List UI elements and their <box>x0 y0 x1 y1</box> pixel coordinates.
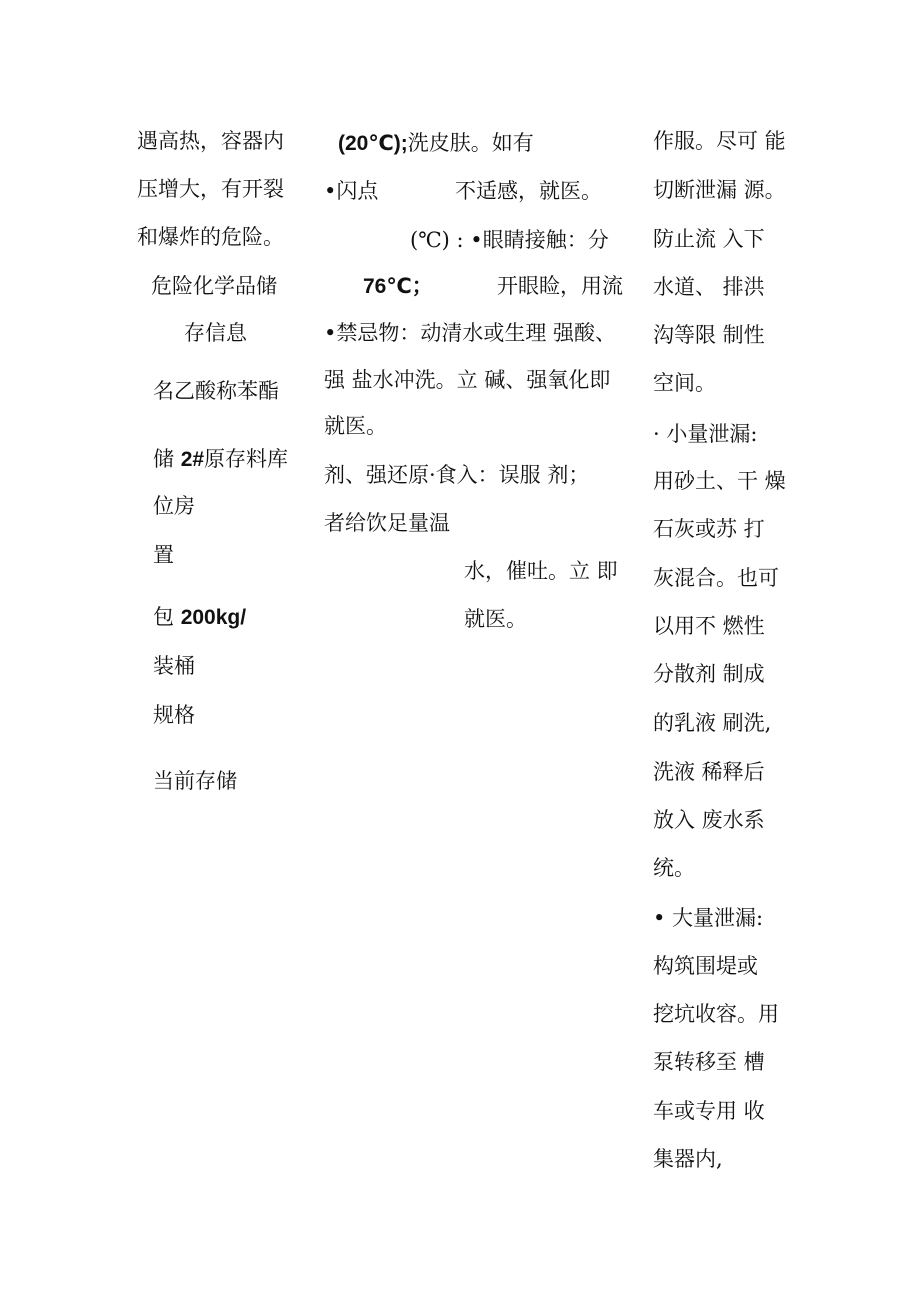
text-line: 压增大，有开裂 <box>137 177 284 201</box>
text-line: 放入 废水系 <box>653 808 765 832</box>
text-line: 用砂土、干 燥 <box>653 469 786 493</box>
text-line: 遇高热，容器内 <box>137 129 284 153</box>
text-line: 泵转移至 槽 <box>653 1050 765 1074</box>
text-line: • 大量泄漏: <box>653 906 764 930</box>
text-line: 石灰或苏 打 <box>653 517 765 541</box>
text-line: 水，催吐。立 即 <box>464 559 618 583</box>
text-line: · 小量泄漏: <box>653 422 758 446</box>
text-line: 以用不 燃性 <box>653 614 765 638</box>
field-current-storage: 当前存储 <box>153 769 237 793</box>
text-line: 统。 <box>653 856 695 880</box>
text-line: 空间。 <box>653 371 716 395</box>
text-line: •禁忌物：动清水或生理 强酸、 <box>324 321 617 345</box>
text-line: 防止流 入下 <box>653 227 765 251</box>
text-line: 置 <box>153 543 174 567</box>
text-line: 强 盐水冲洗。立 碱、强氧化即 <box>324 368 611 392</box>
text-line: 车或专用 收 <box>653 1099 765 1123</box>
field-name: 名乙酸称苯酯 <box>153 379 279 403</box>
text-line: 就医。 <box>324 414 387 438</box>
text-line: 构筑围堤或 <box>653 954 758 978</box>
text-line: (℃) : •眼睛接触：分 <box>410 228 609 252</box>
text-line: 就医。 <box>464 607 527 631</box>
text-line: (20℃);洗皮肤。如有 <box>338 131 534 155</box>
text-line: 灰混合。也可 <box>653 566 779 590</box>
text-line: 集器内, <box>653 1147 723 1171</box>
text-line: 作服。尽可 能 <box>653 129 786 153</box>
text-line: 装桶 <box>153 654 195 678</box>
text-line: 规格 <box>153 703 195 727</box>
text-line: 开眼睑，用流 <box>497 274 623 298</box>
text-line: •闪点 <box>324 179 379 203</box>
text-line: 分散剂 制成 <box>653 662 765 686</box>
text-line: 不适感，就医。 <box>455 179 602 203</box>
text-line: 剂、强还原·食入：误服 剂； <box>324 463 590 487</box>
text-line: 挖坑收容。用 <box>653 1002 779 1026</box>
text-line: 洗液 稀释后 <box>653 760 765 784</box>
text-line: 和爆炸的危险。 <box>137 225 284 249</box>
text-line: 位房 <box>153 494 195 518</box>
text-line: 沟等限 制性 <box>653 323 765 347</box>
text-line: 者给饮足量温 <box>324 511 450 535</box>
field-package: 包 200kg/ <box>153 605 247 629</box>
text-line: 水道、 排洪 <box>653 275 765 299</box>
section-heading: 危险化学品储 <box>151 274 277 298</box>
text-line: 切断泄漏 源。 <box>653 178 786 202</box>
field-location: 储 2#原存料库 <box>153 447 289 471</box>
text-line: 的乳液 刷洗, <box>653 711 772 735</box>
section-heading: 存信息 <box>184 321 247 345</box>
flash-point-value: 76℃； <box>363 275 433 298</box>
